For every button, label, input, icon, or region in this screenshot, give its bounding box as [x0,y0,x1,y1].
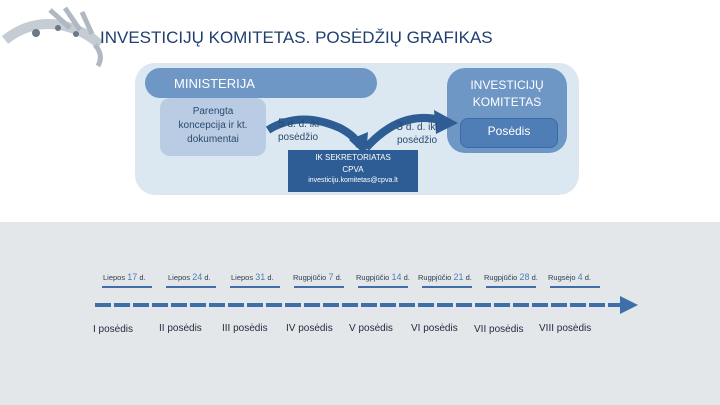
session-label: VII posėdis [474,324,524,335]
session-label: V posėdis [349,323,393,334]
title-part2: POSĖDŽIŲ GRAFIKAS [315,28,493,47]
timeline-tick [166,286,216,288]
timeline-tick [550,286,600,288]
note3-num: 3 [396,119,404,133]
parengta-line2: koncepcija ir kt. [178,120,248,131]
note5-text2: posėdžio [278,132,319,143]
timeline-date: Rugpjūčio 14 d. [356,272,410,282]
sekretoriatas-org: CPVA [342,165,364,174]
timeline-arrow-icon [0,290,720,320]
timeline-date: Rugsėjo 4 d. [548,272,591,282]
session-label: VI posėdis [411,323,458,334]
timeline-tick [486,286,536,288]
sekretoriatas-title: IK SEKRETORIATAS [315,153,391,162]
session-label: III posėdis [222,323,268,334]
timeline-tick [294,286,344,288]
timeline-tick [230,286,280,288]
note5-num: 5 [278,116,285,130]
session-label: IV posėdis [286,323,333,334]
session-label: VIII posėdis [539,323,592,334]
timeline-tick [358,286,408,288]
parengta-line1: Parengta [192,106,234,117]
timeline-tick [102,286,152,288]
note-5-days [278,117,342,144]
note-3-days [388,120,446,147]
note3-text2: posėdžio [396,135,438,146]
ministerija-label: MINISTERIJA [174,76,255,91]
timeline-date: Rugpjūčio 28 d. [484,272,538,282]
timeline-date: Liepos 31 d. [231,272,274,282]
sekretoriatas-email[interactable]: investiciju.komitetas@cpva.lt [308,177,398,184]
session-label: I posėdis [93,324,134,335]
note3-text1: d. d. iki [405,122,438,133]
timeline-date: Liepos 24 d. [168,272,211,282]
timeline-tick [422,286,472,288]
title-part1: INVESTICIJŲ KOMITETAS. [100,28,311,47]
parengta-line3: dokumentai [187,134,239,145]
session-label: II posėdis [159,323,202,334]
timeline-date: Liepos 17 d. [103,272,146,282]
note5-text1: d. d. iki [287,119,320,130]
komitetas-line1: INVESTICIJŲ [470,78,544,92]
posedis-label: Posėdis [487,124,531,138]
timeline-date: Rugpjūčio 21 d. [418,272,472,282]
timeline-date: Rugpjūčio 7 d. [293,272,342,282]
komitetas-line2: KOMITETAS [472,95,542,109]
